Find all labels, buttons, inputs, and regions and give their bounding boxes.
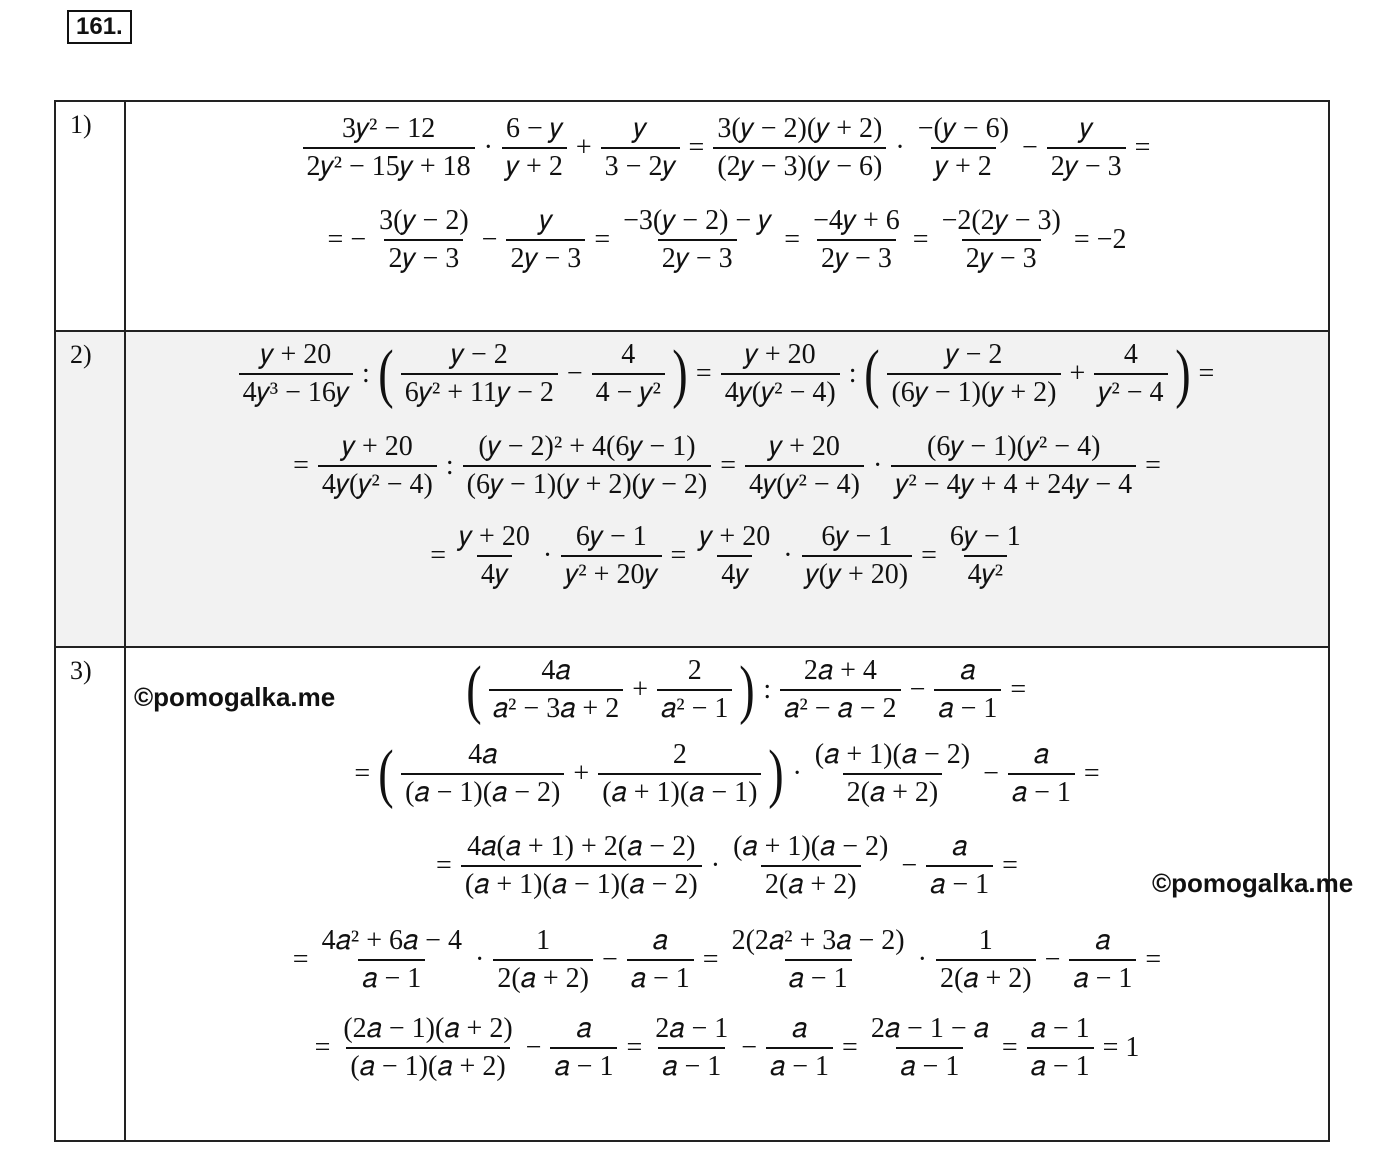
fraction [867, 1015, 993, 1081]
fraction-numerator: 𝑦 + 20 [260, 339, 332, 370]
fraction-numerator: 2 [672, 739, 687, 770]
fraction [561, 523, 661, 589]
fraction-denominator: 𝑦² − 4 [1094, 373, 1167, 407]
fraction [695, 523, 774, 589]
fraction [463, 433, 712, 499]
watermark-text: ©pomogalka.me [134, 682, 336, 712]
operator: · [895, 132, 905, 163]
equation-line [126, 920, 1328, 1000]
parenthesis: ) [739, 653, 756, 726]
work-cell [125, 647, 1329, 1141]
operator: = [354, 758, 371, 789]
operator: − [481, 224, 498, 255]
fraction-denominator: 2(𝑎 + 2) [761, 865, 861, 899]
fraction-denominator: 𝑎 − 1 [658, 1047, 725, 1081]
fraction-denominator: 2(𝑎 + 2) [936, 959, 1036, 993]
parenthesis: ( [378, 337, 394, 410]
fraction [1094, 341, 1167, 407]
fraction-denominator: (𝑎 + 1)(𝑎 − 1)(𝑎 − 2) [461, 865, 702, 899]
operator: − [601, 944, 618, 975]
fraction-numerator: 𝑦 + 20 [458, 521, 530, 552]
equation-line [126, 334, 1328, 414]
operator: − [983, 758, 999, 789]
fraction-numerator: 𝑎 [1095, 925, 1111, 956]
fraction-denominator: 𝑎 − 1 [627, 959, 694, 993]
fraction [318, 433, 437, 499]
fraction-numerator: 1 [978, 925, 993, 956]
operator: = [1145, 944, 1162, 975]
fraction [729, 833, 892, 899]
operator: = [695, 358, 712, 389]
row-label: 3) [70, 656, 92, 685]
fraction-numerator: 𝑎 [576, 1013, 592, 1044]
operator: = [1134, 132, 1151, 163]
fraction [766, 1015, 833, 1081]
fraction-denominator: 𝑦(𝑦 + 20) [802, 555, 913, 589]
fraction-denominator: 𝑎 − 1 [934, 689, 1001, 723]
fraction [619, 207, 775, 273]
fraction-denominator: 4 − 𝑦² [592, 373, 665, 407]
fraction [601, 115, 680, 181]
fraction [651, 1015, 732, 1081]
fraction [728, 927, 909, 993]
fraction-numerator: 𝑦 + 20 [769, 431, 840, 462]
fraction [502, 115, 567, 181]
parenthesis: ( [378, 737, 394, 810]
fraction-numerator: 4𝑎 [468, 739, 498, 770]
fraction [887, 341, 1060, 407]
row-label: 1) [70, 110, 92, 139]
operator: : [763, 674, 772, 705]
row-number-cell [55, 331, 125, 647]
fraction-numerator: 𝑎 [952, 831, 968, 862]
fraction [936, 927, 1036, 993]
operator: · [542, 540, 553, 571]
fraction [493, 927, 593, 993]
fraction [809, 207, 904, 273]
fraction [339, 1015, 516, 1081]
operator: = [1001, 1032, 1018, 1063]
operator: − [1022, 132, 1038, 163]
fraction-numerator: 𝑦 − 2 [945, 339, 1003, 370]
fraction-numerator: 6𝑦 − 1 [821, 521, 893, 552]
equation-line [126, 1008, 1328, 1088]
fraction-denominator: 𝑦 + 2 [931, 147, 996, 181]
operator: + [573, 758, 590, 789]
fraction-numerator: 2𝑎 − 1 − 𝑎 [870, 1013, 989, 1044]
fraction-numerator: 4 [1123, 339, 1138, 370]
fraction-denominator: 2𝑦 − 3 [658, 239, 737, 273]
fraction [891, 433, 1136, 499]
operator: : [848, 358, 857, 389]
fraction-numerator: −4𝑦 + 6 [813, 205, 900, 236]
operator: · [783, 540, 793, 571]
fraction-numerator: 𝑎 − 1 [1030, 1013, 1090, 1044]
fraction-numerator: 𝑦 + 20 [744, 339, 816, 370]
fraction-denominator: 𝑎 − 1 [1069, 959, 1136, 993]
fraction-denominator: 𝑎 − 1 [926, 865, 993, 899]
operator: + [1069, 358, 1086, 389]
work-cell [125, 101, 1329, 331]
fraction-numerator: 2 [687, 655, 702, 686]
operator: = [670, 540, 687, 571]
equation-line [126, 426, 1328, 506]
fraction [303, 115, 475, 181]
fraction-numerator: (𝑎 + 1)(𝑎 − 2) [733, 831, 889, 862]
fraction-denominator: 6𝑦² + 11𝑦 − 2 [401, 373, 558, 407]
equation-line [126, 200, 1328, 280]
operator: − [741, 1032, 758, 1063]
fraction [455, 523, 534, 589]
fraction [461, 833, 702, 899]
fraction-numerator: −(𝑦 − 6) [917, 113, 1009, 144]
fraction-numerator: 𝑎 [960, 655, 976, 686]
fraction-denominator: 4𝑦(𝑦² − 4) [745, 465, 864, 499]
fraction-denominator: (6𝑦 − 1)(𝑦 + 2)(𝑦 − 2) [463, 465, 712, 499]
operator: · [873, 450, 883, 481]
operator: − [525, 1032, 542, 1063]
operator: = [594, 224, 611, 255]
fraction-numerator: 𝑦 + 20 [699, 521, 771, 552]
fraction-denominator: 𝑎 − 1 [550, 1047, 617, 1081]
fraction-numerator: 𝑦 [633, 113, 647, 144]
fraction [239, 341, 353, 407]
fraction-denominator: (2𝑦 − 3)(𝑦 − 6) [713, 147, 886, 181]
row-number-cell [55, 647, 125, 1141]
equation-block [126, 102, 1328, 330]
solution-row [55, 101, 1329, 331]
fraction [934, 657, 1001, 723]
fraction-denominator: 𝑎² − 3𝑎 + 2 [489, 689, 623, 723]
equation-line [126, 650, 1328, 730]
parenthesis: ( [864, 337, 881, 410]
row-number-cell [55, 101, 125, 331]
solution-row [55, 331, 1329, 647]
fraction-denominator: 4𝑦³ − 16𝑦 [239, 373, 353, 407]
work-cell [125, 331, 1329, 647]
fraction-numerator: 2(2𝑎² + 3𝑎 − 2) [731, 925, 905, 956]
parenthesis: ) [672, 337, 688, 410]
operator: = −2 [1073, 224, 1127, 255]
operator: = [842, 1032, 858, 1063]
fraction-denominator: 2𝑦 − 3 [962, 239, 1041, 273]
operator: = [1145, 450, 1161, 481]
fraction-numerator: 3(𝑦 − 2)(𝑦 + 2) [717, 113, 883, 144]
operator: = [688, 132, 705, 163]
row-label: 2) [70, 340, 92, 369]
equation-block [126, 332, 1328, 646]
fraction-numerator: (𝑦 − 2)² + 4(6𝑦 − 1) [478, 431, 696, 462]
fraction-denominator: 𝑦² − 4𝑦 + 4 + 24𝑦 − 4 [891, 465, 1136, 499]
fraction [318, 927, 466, 993]
fraction-numerator: (6𝑦 − 1)(𝑦² − 4) [927, 431, 1101, 462]
fraction [489, 657, 623, 723]
operator: : [445, 450, 454, 481]
parenthesis: ) [768, 737, 785, 810]
fraction [946, 523, 1025, 589]
fraction [1069, 927, 1136, 993]
fraction [1008, 741, 1075, 807]
fraction [657, 657, 732, 723]
fraction-numerator: 6𝑦 − 1 [575, 521, 647, 552]
fraction [780, 657, 900, 723]
operator: · [474, 944, 485, 975]
fraction [938, 207, 1065, 273]
fraction-numerator: 4 [621, 339, 636, 370]
fraction-denominator: 𝑎 − 1 [1027, 1047, 1094, 1081]
fraction-denominator: (6𝑦 − 1)(𝑦 + 2) [887, 373, 1060, 407]
fraction [592, 341, 665, 407]
operator: = [314, 1032, 331, 1063]
fraction [401, 341, 558, 407]
fraction-numerator: 𝑎 [1033, 739, 1049, 770]
fraction-numerator: 4𝑎² + 6𝑎 − 4 [321, 925, 462, 956]
fraction-numerator: 𝑦 [1079, 113, 1093, 144]
operator: = 1 [1102, 1032, 1140, 1063]
fraction-numerator: 6𝑦 − 1 [949, 521, 1021, 552]
operator: : [362, 358, 370, 389]
fraction-numerator: 𝑦 − 2 [450, 339, 508, 370]
fraction-denominator: (𝑎 + 1)(𝑎 − 1) [598, 773, 761, 807]
fraction [1027, 1015, 1094, 1081]
operator: − [566, 358, 583, 389]
fraction [375, 207, 473, 273]
equation-line [126, 516, 1328, 596]
operator: = [436, 850, 452, 881]
operator: = [921, 540, 937, 571]
equation-line [126, 734, 1328, 814]
fraction-numerator: −3(𝑦 − 2) − 𝑦 [623, 205, 772, 236]
operator: · [792, 758, 802, 789]
solution-row [55, 647, 1329, 1141]
operator: · [710, 850, 721, 881]
fraction-numerator: 4𝑎 [541, 655, 571, 686]
fraction-denominator: 3 − 2𝑦 [601, 147, 680, 181]
operator: = [1002, 850, 1018, 881]
fraction [627, 927, 694, 993]
operator: + [632, 674, 649, 705]
fraction-numerator: 𝑦 + 20 [341, 431, 413, 462]
operator: = [720, 450, 736, 481]
fraction-denominator: (𝑎 − 1)(𝑎 + 2) [346, 1047, 509, 1081]
problem-number: 161. [67, 10, 132, 44]
fraction-denominator: 2(𝑎 + 2) [493, 959, 593, 993]
fraction-numerator: 6 − 𝑦 [505, 113, 563, 144]
operator: − [901, 850, 918, 881]
watermark-text: ©pomogalka.me [1152, 868, 1354, 898]
equation-line [126, 108, 1328, 188]
operator: = [430, 540, 446, 571]
fraction [721, 341, 840, 407]
fraction [745, 433, 864, 499]
fraction-numerator: 4𝑎(𝑎 + 1) + 2(𝑎 − 2) [467, 831, 696, 862]
operator: = [1083, 758, 1100, 789]
operator: = [702, 944, 719, 975]
fraction-denominator: 𝑎 − 1 [358, 959, 425, 993]
operator: = [784, 224, 801, 255]
fraction-numerator: 𝑎 [652, 925, 668, 956]
operator: · [483, 132, 493, 163]
fraction-denominator: 2𝑦 − 3 [506, 239, 585, 273]
fraction-denominator: 𝑎 − 1 [785, 959, 852, 993]
fraction-denominator: 2𝑦 − 3 [1047, 147, 1126, 181]
operator: − [1044, 944, 1061, 975]
operator: · [917, 944, 927, 975]
fraction [401, 741, 564, 807]
fraction [506, 207, 585, 273]
fraction-numerator: 2𝑎 − 1 [655, 1013, 729, 1044]
fraction-numerator: 3(𝑦 − 2) [379, 205, 469, 236]
fraction-numerator: 𝑎 [791, 1013, 808, 1044]
fraction-numerator: 2𝑎 + 4 [803, 655, 877, 686]
fraction-denominator: 𝑎² − 1 [657, 689, 732, 723]
fraction-numerator: 1 [536, 925, 551, 956]
fraction-denominator: 4𝑦(𝑦² − 4) [318, 465, 437, 499]
fraction [550, 1015, 617, 1081]
fraction-numerator: (2𝑎 − 1)(𝑎 + 2) [343, 1013, 513, 1044]
fraction-denominator: 2(𝑎 + 2) [843, 773, 943, 807]
fraction-numerator: (𝑎 + 1)(𝑎 − 2) [814, 739, 971, 770]
fraction-numerator: 𝑦 [539, 205, 553, 236]
parenthesis: ) [1174, 337, 1191, 410]
operator: = [293, 450, 309, 481]
operator: = [292, 944, 309, 975]
fraction [802, 523, 913, 589]
operator: = [912, 224, 929, 255]
fraction-denominator: 2𝑦² − 15𝑦 + 18 [303, 147, 475, 181]
fraction-denominator: 4𝑦² [964, 555, 1007, 589]
fraction [713, 115, 886, 181]
fraction-denominator: 𝑎 − 1 [896, 1047, 963, 1081]
fraction-denominator: 4𝑦(𝑦² − 4) [721, 373, 840, 407]
solution-table [54, 100, 1330, 1142]
fraction [811, 741, 974, 807]
fraction [914, 115, 1013, 181]
fraction [1047, 115, 1126, 181]
fraction-denominator: 4𝑦 [717, 555, 752, 589]
fraction-denominator: 2𝑦 − 3 [384, 239, 463, 273]
fraction-denominator: 𝑎 − 1 [766, 1047, 833, 1081]
fraction-denominator: 2𝑦 − 3 [817, 239, 896, 273]
operator: = − [327, 224, 367, 255]
operator: − [909, 674, 926, 705]
fraction-denominator: 𝑦² + 20𝑦 [561, 555, 661, 589]
equation-block [126, 648, 1328, 1140]
operator: = [626, 1032, 643, 1063]
fraction-denominator: 𝑦 + 2 [502, 147, 567, 181]
fraction-denominator: 𝑎² − 𝑎 − 2 [780, 689, 900, 723]
fraction-numerator: 3𝑦² − 12 [341, 113, 436, 144]
operator: + [575, 132, 592, 163]
fraction-denominator: (𝑎 − 1)(𝑎 − 2) [401, 773, 564, 807]
parenthesis: ( [466, 653, 482, 726]
operator: = [1198, 358, 1215, 389]
fraction-denominator: 𝑎 − 1 [1008, 773, 1075, 807]
fraction-denominator: 4𝑦 [477, 555, 512, 589]
fraction [926, 833, 993, 899]
fraction [598, 741, 761, 807]
fraction-numerator: −2(2𝑦 − 3) [941, 205, 1061, 236]
operator: = [1010, 674, 1027, 705]
equation-line [126, 826, 1328, 906]
